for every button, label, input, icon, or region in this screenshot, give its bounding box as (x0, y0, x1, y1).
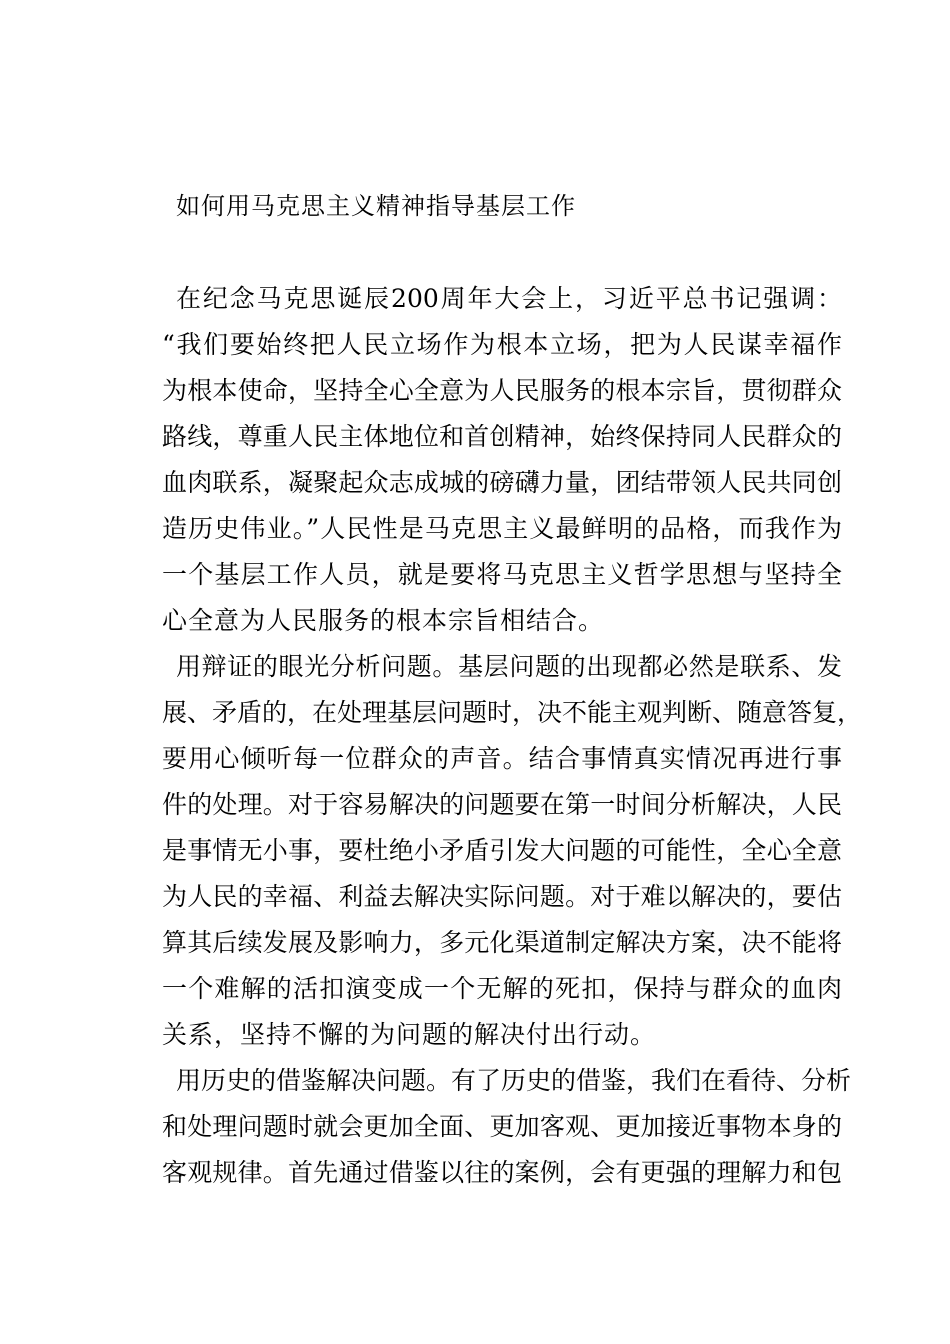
paragraph-1-line-3: 为根本使命，坚持全心全意为人民服务的根本宗旨，贯彻群众 (162, 376, 842, 405)
paragraph-3-line-1: 用历史的借鉴解决问题。有了历史的借鉴，我们在看待、分析 (176, 1066, 852, 1095)
paragraph-2-line-1: 用辩证的眼光分析问题。基层问题的出现都必然是联系、发 (176, 652, 842, 681)
paragraph-1-line-5: 血肉联系，凝聚起众志成城的磅礴力量，团结带领人民共同创 (162, 468, 842, 497)
paragraph-1-line-8: 心全意为人民服务的根本宗旨相结合。 (162, 606, 605, 635)
paragraph-3-line-3: 客观规律。首先通过借鉴以往的案例，会有更强的理解力和包 (162, 1158, 842, 1187)
paragraph-2-line-5: 是事情无小事，要杜绝小矛盾引发大问题的可能性，全心全意 (162, 836, 842, 865)
paragraph-1-line-6: 造历史伟业。”人民性是马克思主义最鲜明的品格，而我作为 (162, 514, 842, 543)
paragraph-1-line-4: 路线，尊重人民主体地位和首创精神，始终保持同人民群众的 (162, 422, 842, 451)
paragraph-2-line-2: 展、矛盾的，在处理基层问题时，决不能主观判断、随意答复， (162, 698, 863, 727)
document-title: 如何用马克思主义精神指导基层工作 (176, 192, 576, 220)
paragraph-2-line-7: 算其后续发展及影响力，多元化渠道制定解决方案，决不能将 (162, 928, 842, 957)
paragraph-2-line-9: 关系，坚持不懈的为问题的解决付出行动。 (162, 1020, 657, 1049)
paragraph-3-line-2: 和处理问题时就会更加全面、更加客观、更加接近事物本身的 (162, 1112, 842, 1141)
paragraph-2-line-3: 要用心倾听每一位群众的声音。结合事情真实情况再进行事 (162, 744, 842, 773)
paragraph-1-line-1: 在纪念马克思诞辰200周年大会上，习近平总书记强调： (176, 284, 842, 313)
paragraph-1-line-2: “我们要始终把人民立场作为根本立场，把为人民谋幸福作 (162, 330, 842, 359)
paragraph-2-line-4: 件的处理。对于容易解决的问题要在第一时间分析解决，人民 (162, 790, 842, 819)
paragraph-2-line-8: 一个难解的活扣演变成一个无解的死扣，保持与群众的血肉 (162, 974, 842, 1003)
paragraph-1-line-7: 一个基层工作人员，就是要将马克思主义哲学思想与坚持全 (162, 560, 842, 589)
paragraph-2-line-6: 为人民的幸福、利益去解决实际问题。对于难以解决的，要估 (162, 882, 842, 911)
